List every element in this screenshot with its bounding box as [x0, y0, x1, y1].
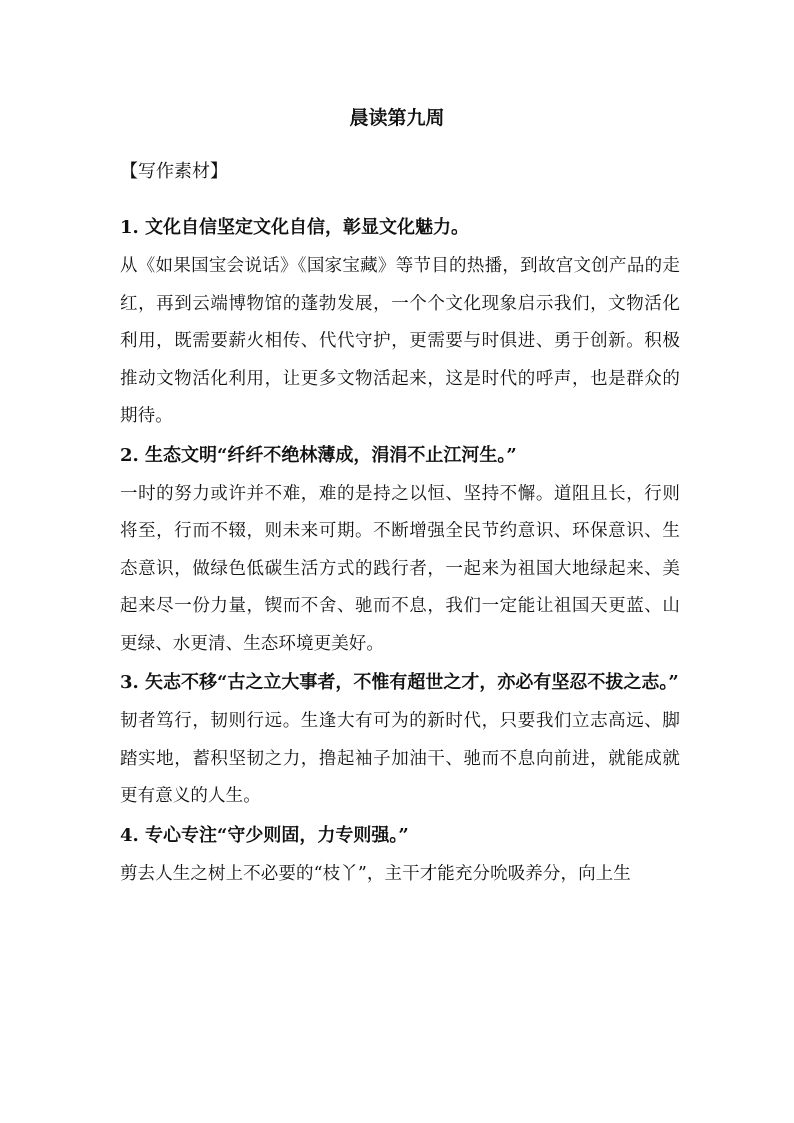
page-title: 晨读第九周: [349, 107, 445, 129]
item-heading-3: 3. 矢志不移“古之立大事者，不惟有超世之才，亦必有坚忍不拔之志。”: [120, 672, 679, 693]
item-body-4: 剪去人生之树上不必要的“枝丫”，主干才能充分吮吸养分，向上生: [120, 863, 631, 884]
item-body-1: 从《如果国宝会说话》《国家宝藏》等节目的热播，到故宫文创产品的走红，再到云端博物馆的蓬勃发展，一个个文化现象启示我们，文物活化利用，既需要薪火相传、代代守护，更需要与时俱进、勇于创新。积极推动文物活化利用，让更多文物活起来，这是时代的呼声，也是群众的期待。: [120, 256, 680, 426]
item-body-3: 韧者笃行，韧则行远。生逢大有可为的新时代，只要我们立志高远、脚踏实地，蓄积坚韧之力，撸起袖子加油干、驰而不息向前进，就能成就更有意义的人生。: [120, 711, 680, 806]
document-content: [120, 208, 680, 1008]
section-header: 【写作素材】: [120, 161, 228, 182]
item-heading-1: 1. 文化自信坚定文化自信，彰显文化魅力。: [120, 217, 470, 238]
item-body-2: 一时的努力或许并不难，难的是持之以恒、坚持不懈。道阻且长，行则将至，行而不辍，则未来可期。不断增强全民节约意识、环保意识、生态意识，做绿色低碳生活方式的践行者，一起来为祖国大地绿起来、美起来尽一份力量，锲而不舍、驰而不息，我们一定能让祖国天更蓝、山更绿、水更清、生态环境更美好。: [120, 483, 680, 654]
item-heading-2: 2. 生态文明“纤纤不绝林薄成，涓涓不止江河生。”: [120, 444, 517, 466]
item-heading-4: 4. 专心专注“守少则固，力专则强。”: [120, 824, 409, 846]
